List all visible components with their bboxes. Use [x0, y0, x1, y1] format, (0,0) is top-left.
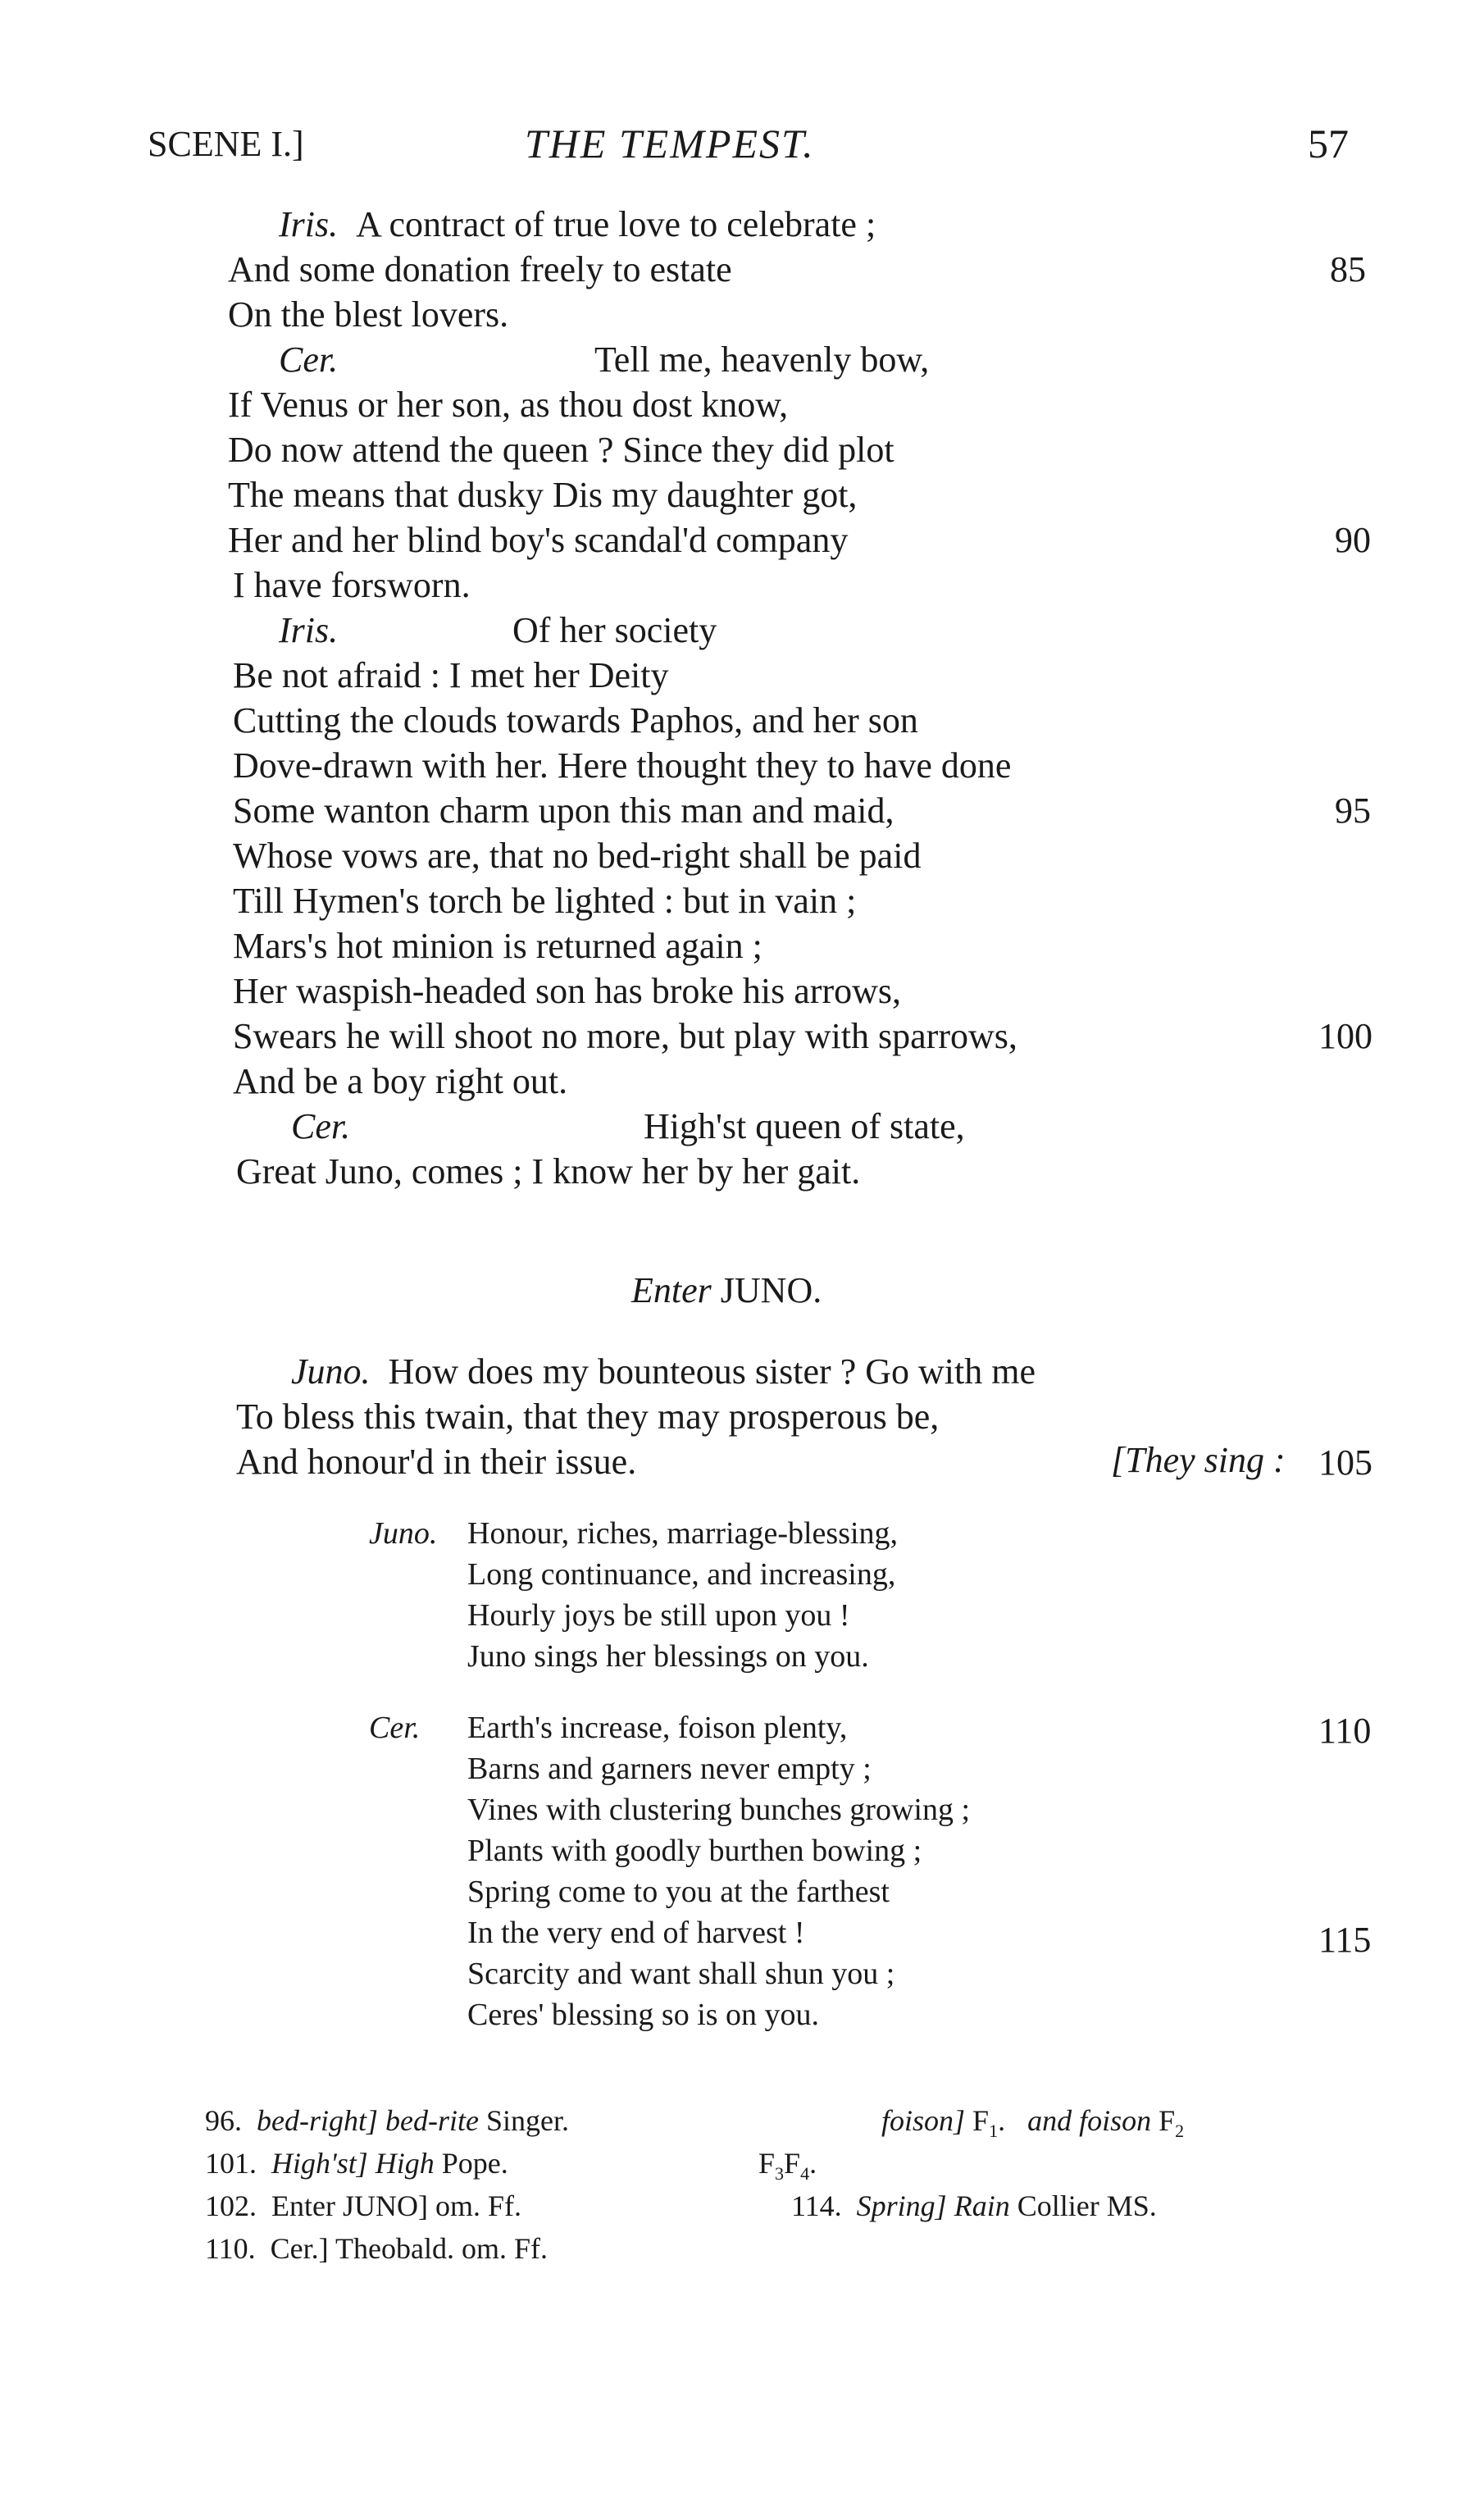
page-title: THE TEMPEST. — [525, 121, 815, 166]
verse-text: How does my bounteous sister ? Go with me — [388, 1351, 1036, 1392]
song-speaker: Juno. — [369, 1516, 438, 1551]
note-lemma: JUNO] — [342, 2189, 428, 2222]
verse-line: Dove-drawn with her. Here thought they to have done — [233, 745, 1012, 786]
verse-line: I have forsworn. — [233, 565, 471, 605]
song-line: Hourly joys be still upon you ! — [467, 1598, 850, 1633]
verse-line — [279, 203, 876, 245]
page-number: 57 — [1308, 121, 1349, 166]
note-lemma: foison] — [881, 2104, 966, 2137]
verse-line: Mars's hot minion is returned again ; — [233, 926, 762, 966]
line-number: 95 — [1335, 791, 1371, 831]
note-number: 110. — [205, 2232, 256, 2265]
footnote — [205, 2189, 521, 2223]
line-number: 110 — [1318, 1711, 1372, 1751]
note-reading: and foison — [1027, 2104, 1152, 2137]
note-lemma: bed-right] — [257, 2104, 378, 2137]
verse-line: Swears he will shoot no more, but play with sparrows, — [233, 1016, 1017, 1056]
verse-line: And honour'd in their issue. — [236, 1442, 637, 1482]
song-line: Barns and garners never empty ; — [467, 1752, 872, 1786]
song-line: In the very end of harvest ! — [467, 1916, 805, 1950]
note-lemma: Spring] — [856, 2189, 947, 2222]
verse-line: Do now attend the queen ? Since they did plot — [228, 430, 894, 470]
footnote — [791, 2189, 1157, 2223]
note-reading: bed-rite — [385, 2104, 479, 2137]
speaker-name: Cer. — [291, 1106, 351, 1146]
note-source: om. Ff. — [435, 2189, 521, 2222]
song-line: Plants with goodly burthen bowing ; — [467, 1834, 922, 1868]
verse-line: To bless this twain, that they may prosperous be, — [236, 1397, 940, 1437]
folio-subscript: 2 — [1175, 2121, 1185, 2142]
verse-line: On the blest lovers. — [228, 294, 509, 335]
note-number: 102. — [205, 2189, 257, 2222]
folio-ref: F — [972, 2104, 990, 2137]
note-number: 96. — [205, 2104, 242, 2137]
song-line: Long continuance, and increasing, — [467, 1557, 896, 1592]
verse-line: Her and her blind boy's scandal'd company — [228, 520, 849, 560]
note-lemma: High'st] — [271, 2147, 368, 2180]
footnote — [758, 2146, 817, 2185]
note-text: Enter — [271, 2189, 335, 2222]
verse-line: Tell me, heavenly bow, — [594, 339, 930, 380]
verse-line: Great Juno, comes ; I know her by her gait. — [236, 1151, 861, 1191]
note-reading: High — [375, 2147, 435, 2180]
verse-line: Of her society — [512, 610, 717, 650]
note-reading: Rain — [954, 2189, 1010, 2222]
verse-line: Till Hymen's torch be lighted : but in vain ; — [233, 881, 857, 921]
song-line: Honour, riches, marriage-blessing, — [467, 1516, 899, 1551]
note-source: Pope. — [441, 2147, 508, 2180]
verse-line: If Venus or her son, as thou dost know, — [228, 385, 789, 425]
line-number: 105 — [1318, 1442, 1372, 1483]
note-source: Collier MS. — [1017, 2189, 1157, 2222]
stage-direction — [631, 1269, 822, 1311]
speaker-name: Juno. — [291, 1351, 371, 1392]
line-number: 85 — [1330, 249, 1366, 289]
folio-ref: F — [784, 2147, 801, 2180]
folio-subscript: 1 — [989, 2121, 999, 2142]
footnote: foison] $F_1$. and foison $F_2$ — [881, 2104, 1185, 2142]
verse-text: A contract of true love to celebrate ; — [356, 204, 876, 244]
line-number: 115 — [1318, 1920, 1372, 1960]
stage-direction-sing: [They sing : — [1111, 1440, 1286, 1480]
song-line: Earth's increase, foison plenty, — [467, 1711, 848, 1745]
song-speaker: Cer. — [369, 1711, 421, 1745]
speaker-name: Iris. — [279, 610, 339, 650]
line-number: 90 — [1335, 520, 1371, 560]
song-line: Juno sings her blessings on you. — [467, 1639, 869, 1674]
footnote — [205, 2231, 548, 2266]
speaker-name: Cer. — [279, 339, 339, 380]
song-line: Ceres' blessing so is on you. — [467, 1998, 820, 2032]
verse-line: High'st queen of state, — [644, 1106, 965, 1146]
song-line: Scarcity and want shall shun you ; — [467, 1957, 895, 1991]
note-number: 114. — [791, 2189, 842, 2222]
folio-subscript: 3 — [775, 2163, 785, 2185]
note-punct: . — [809, 2147, 817, 2180]
folio-ref: F — [758, 2147, 776, 2180]
folio-subscript: 4 — [800, 2163, 810, 2185]
footnote — [205, 2103, 569, 2138]
song-line: Spring come to you at the farthest — [467, 1875, 890, 1909]
verse-line: Some wanton charm upon this man and maid, — [233, 791, 894, 831]
verse-line: And be a boy right out. — [233, 1061, 568, 1101]
verse-line: Whose vows are, that no bed-right shall be paid — [233, 836, 922, 876]
note-source: Singer. — [485, 2104, 569, 2137]
enter-word: Enter — [631, 1270, 712, 1310]
verse-line: Her waspish-headed son has broke his arrows, — [233, 971, 902, 1011]
footnote — [205, 2146, 508, 2180]
verse-line: The means that dusky Dis my daughter got, — [228, 475, 858, 515]
verse-line — [291, 1351, 1036, 1392]
character-name: JUNO. — [720, 1270, 822, 1310]
verse-line: And some donation freely to estate — [228, 249, 732, 289]
scene-label: SCENE I.] — [148, 124, 304, 164]
verse-line: Be not afraid : I met her Deity — [233, 655, 669, 695]
folio-ref: F — [1159, 2104, 1176, 2137]
speaker-name: Iris. — [279, 204, 339, 244]
note-text: Cer.] Theobald. om. Ff. — [270, 2232, 548, 2265]
note-number: 101. — [205, 2147, 257, 2180]
song-line: Vines with clustering bunches growing ; — [467, 1793, 971, 1827]
line-number: 100 — [1318, 1016, 1372, 1056]
verse-line: Cutting the clouds towards Paphos, and her son — [233, 700, 918, 740]
